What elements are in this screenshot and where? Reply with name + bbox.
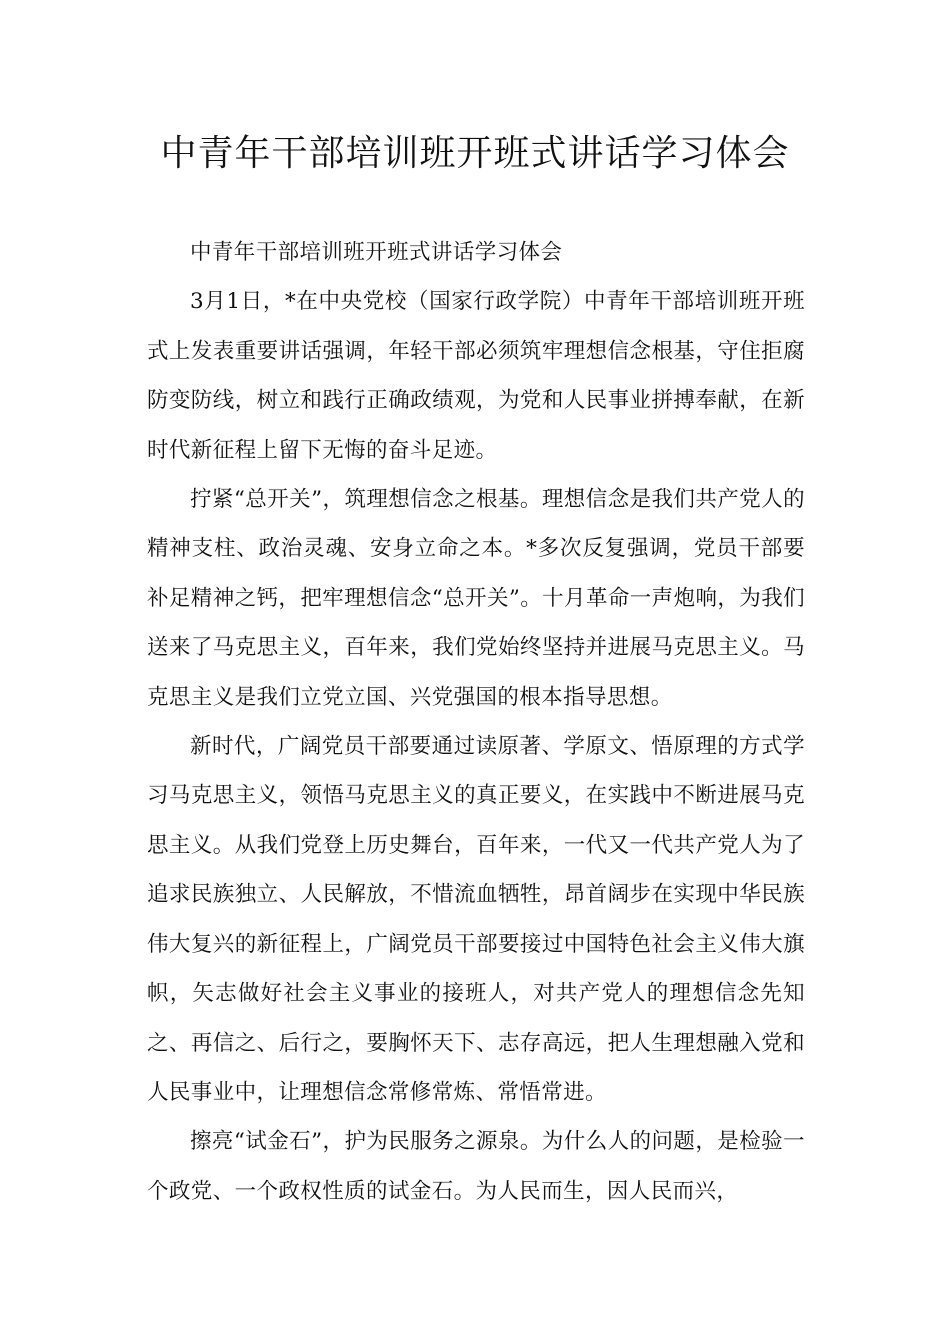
document-title: 中青年干部培训班开班式讲话学习体会: [160, 133, 790, 174]
body-paragraph: 新时代，广阔党员干部要通过读原著、学原文、悟原理的方式学习马克思主义，领悟马克思主义的真正要义，在实践中不断进展马克思主义。从我们党登上历史舞台，百年来，一代又一代共产党人为了追求民族独立、人民解放，不惜流血牺牲，昂首阔步在实现中华民族伟大复兴的新征程上，广阔党员干部要接过中国特色社会主义伟大旗帜，矢志做好社会主义事业的接班人，对共产党人的理想信念先知之、再信之、后行之，要胸怀天下、志存高远，把人生理想融入党和人民事业中，让理想信念常修常炼、常悟常进。: [147, 734, 805, 1105]
subtitle-paragraph: 中青年干部培训班开班式讲话学习体会: [190, 240, 563, 265]
body-paragraph: 拧紧“总开关”，筑理想信念之根基。理想信念是我们共产党人的精神支柱、政治灵魂、安身立命之本。*多次反复强调，党员干部要补足精神之钙，把牢理想信念“总开关”。十月革命一声炮响，为我们送来了马克思主义，百年来，我们党始终坚持并进展马克思主义。马克思主义是我们立党立国、兴党强国的根本指导思想。: [147, 487, 805, 710]
document-body: [147, 228, 805, 1216]
body-paragraph: 擦亮“试金石”，护为民服务之源泉。为什么人的问题，是检验一个政党、一个政权性质的试金石。为人民而生，因人民而兴，: [147, 1129, 805, 1204]
body-paragraph: 3月1日，*在中央党校（国家行政学院）中青年干部培训班开班式上发表重要讲话强调，年轻干部必须筑牢理想信念根基，守住拒腐防变防线，树立和践行正确政绩观，为党和人民事业拼搏奉献，在新时代新征程上留下无悔的奋斗足迹。: [147, 289, 805, 463]
